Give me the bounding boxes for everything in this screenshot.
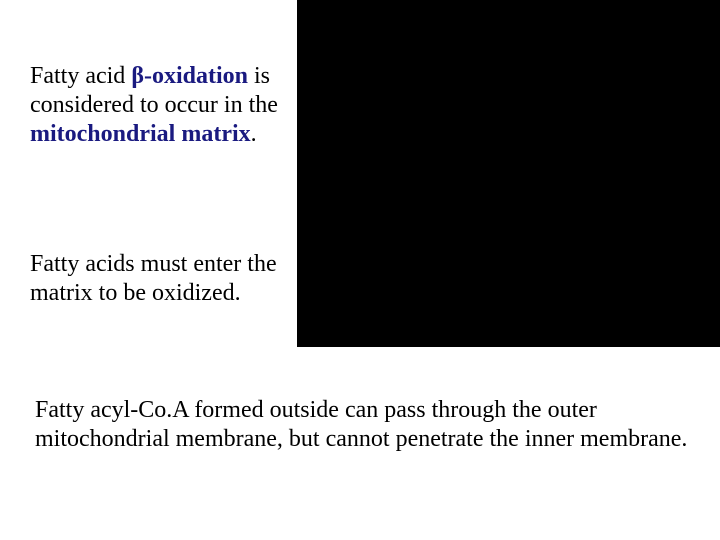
text-considered-to-occur: is considered to occur in the [30,63,278,118]
paragraph-acyl-coa: Fatty acyl-Co.A formed outside can pass through the outer mitochondrial membrane, but cannot penetrate the inner membrane. [35,397,688,452]
term-beta-oxidation: β-oxidation [131,63,248,89]
text-period: . [250,121,257,147]
paragraph-enter-matrix: Fatty acids must enter the matrix to be oxidized. [30,251,277,306]
image-panel [297,0,720,347]
term-mitochondrial-matrix: mitochondrial matrix [30,121,251,147]
text-fatty-acid: Fatty acid [30,63,132,89]
paragraph-beta-oxidation [30,62,292,149]
